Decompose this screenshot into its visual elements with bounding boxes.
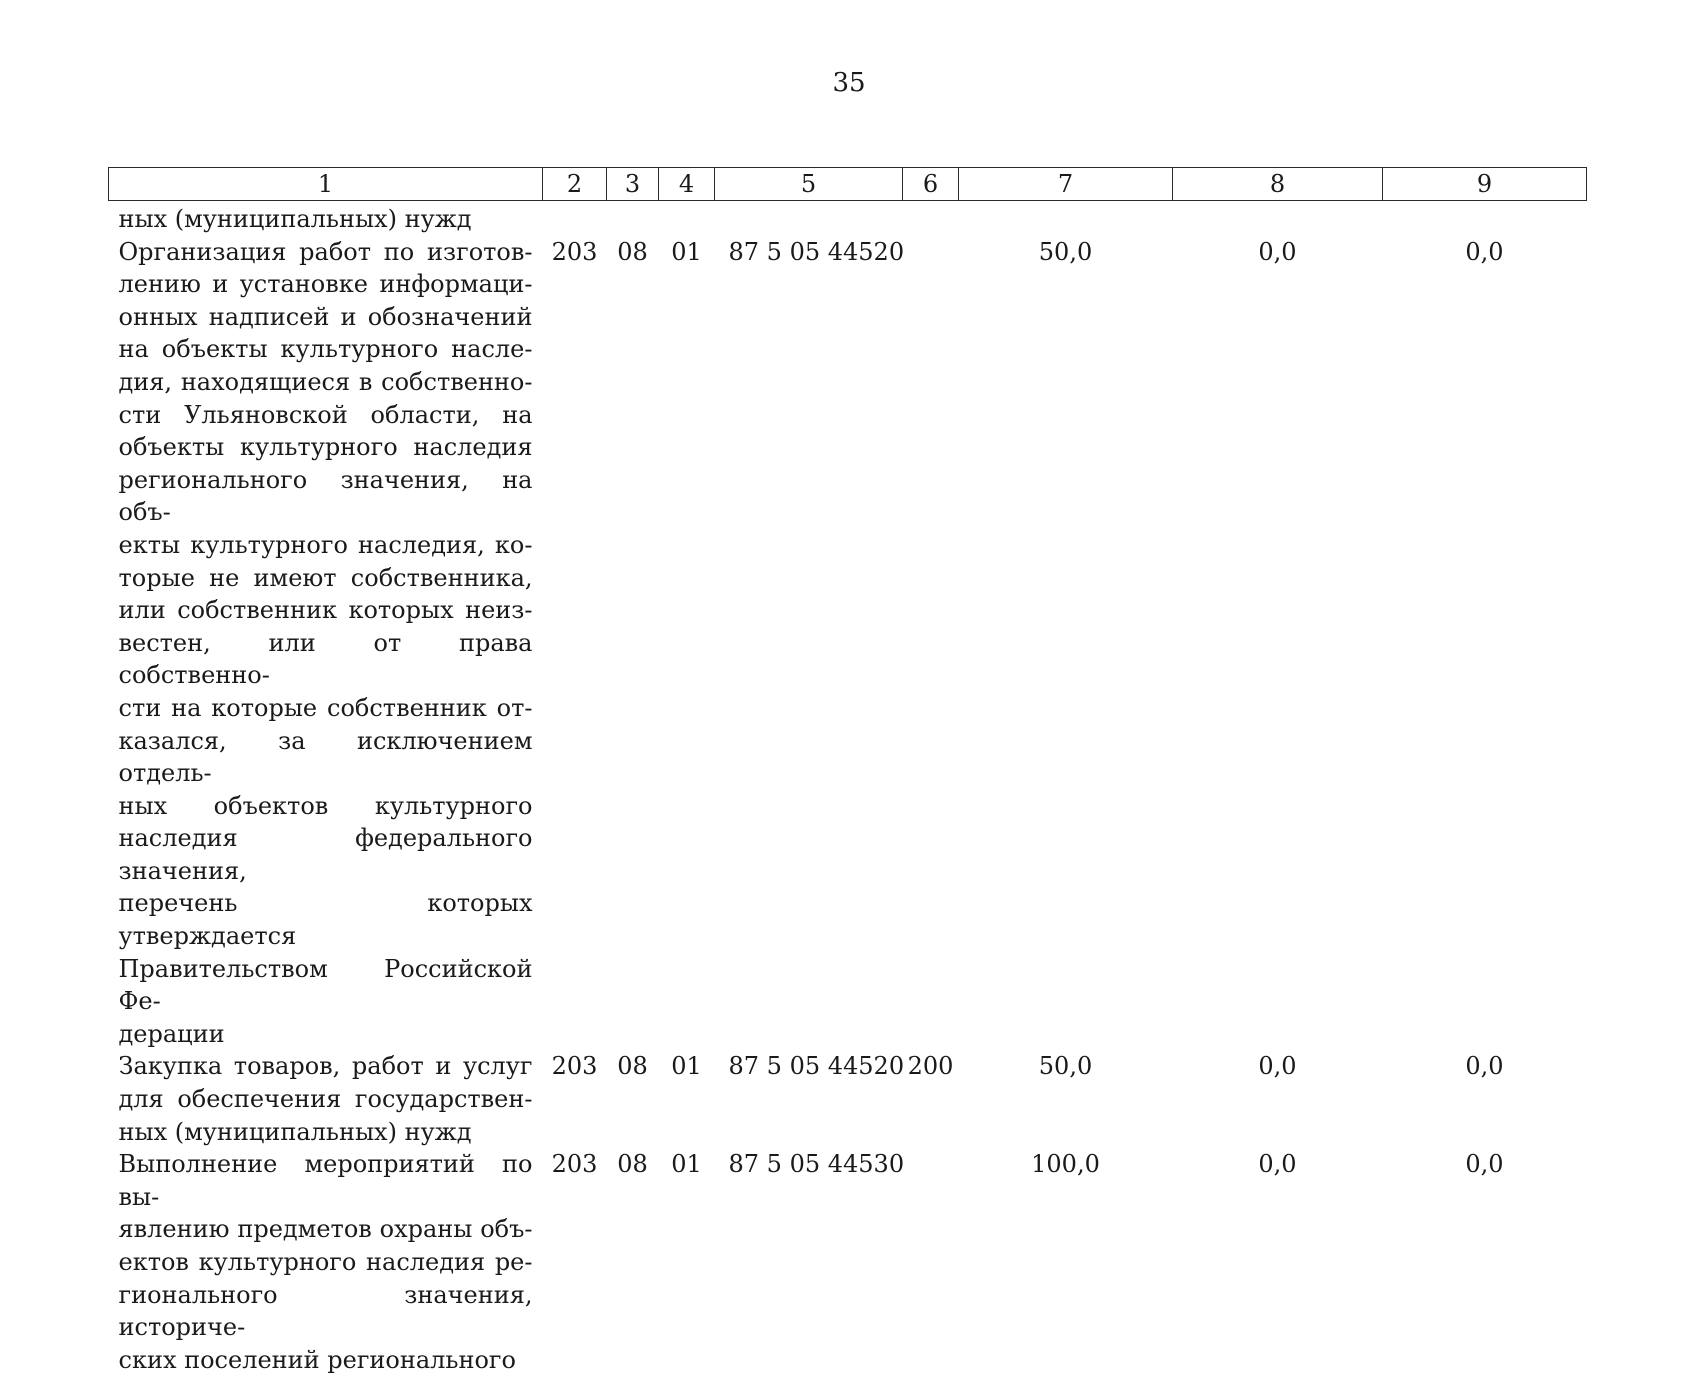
table-row (109, 1148, 1587, 1376)
amount-col-7 (959, 201, 1173, 236)
row-description (109, 1050, 543, 1148)
description-line: ных (муниципальных) нужд (119, 1116, 533, 1149)
description-line: онных надписей и обозначений (119, 301, 533, 334)
description-line: Организация работ по изготов- (119, 236, 533, 269)
column-header-8: 8 (1173, 168, 1383, 201)
description-line: лению и установке информаци- (119, 268, 533, 301)
description-line: вестен, или от права собственно- (119, 627, 533, 692)
section-code: 203 (543, 236, 607, 1051)
amount-col-8: 0,0 (1173, 1148, 1383, 1376)
amount-col-7: 100,0 (959, 1148, 1173, 1376)
table-row (109, 236, 1587, 1051)
description-line: гионального значения, историче- (119, 1279, 533, 1344)
description-line: или собственник которых неиз- (119, 594, 533, 627)
description-line: ектов культурного наследия ре- (119, 1246, 533, 1279)
description-line: дерации (119, 1018, 533, 1051)
chapter-code (607, 201, 659, 236)
description-line: сти Ульяновской области, на (119, 399, 533, 432)
subsection-code: 01 (659, 1050, 715, 1148)
budget-table (108, 167, 1587, 1376)
description-line: Правительством Российской Фе- (119, 953, 533, 1018)
description-line: казался, за исключением отдель- (119, 725, 533, 790)
chapter-code: 08 (607, 1148, 659, 1376)
description-line: явлению предметов охраны объ- (119, 1213, 533, 1246)
subsection-code: 01 (659, 1148, 715, 1376)
target-article-code (715, 201, 903, 236)
amount-col-8: 0,0 (1173, 1050, 1383, 1148)
column-header-3: 3 (607, 168, 659, 201)
table-row (109, 1050, 1587, 1148)
amount-col-9: 0,0 (1383, 1148, 1587, 1376)
description-line: Закупка товаров, работ и услуг (119, 1050, 533, 1083)
target-article-code: 87 5 05 44520 (715, 1050, 903, 1148)
expense-type-code (903, 236, 959, 1051)
target-article-code: 87 5 05 44520 (715, 236, 903, 1051)
amount-col-9: 0,0 (1383, 1050, 1587, 1148)
subsection-code: 01 (659, 236, 715, 1051)
subsection-code (659, 201, 715, 236)
description-line: торые не имеют собственника, (119, 562, 533, 595)
amount-col-9 (1383, 201, 1587, 236)
amount-col-8 (1173, 201, 1383, 236)
description-line: дия, находящиеся в собственно- (119, 366, 533, 399)
section-code: 203 (543, 1148, 607, 1376)
expense-type-code (903, 201, 959, 236)
description-line: наследия федерального значения, (119, 822, 533, 887)
description-line: сти на которые собственник от- (119, 692, 533, 725)
chapter-code: 08 (607, 236, 659, 1051)
description-line: екты культурного наследия, ко- (119, 529, 533, 562)
description-line: для обеспечения государствен- (119, 1083, 533, 1116)
column-header-1: 1 (109, 168, 543, 201)
description-line: объекты культурного наследия (119, 431, 533, 464)
target-article-code: 87 5 05 44530 (715, 1148, 903, 1376)
column-header-7: 7 (959, 168, 1173, 201)
description-line: регионального значения, на объ- (119, 464, 533, 529)
section-code (543, 201, 607, 236)
chapter-code: 08 (607, 1050, 659, 1148)
column-header-5: 5 (715, 168, 903, 201)
amount-col-8: 0,0 (1173, 236, 1383, 1051)
row-description (109, 236, 543, 1051)
row-description (109, 1148, 543, 1376)
column-header-4: 4 (659, 168, 715, 201)
header-row (109, 168, 1587, 201)
table-row (109, 201, 1587, 236)
row-description (109, 201, 543, 236)
table-header (109, 168, 1587, 201)
column-header-6: 6 (903, 168, 959, 201)
page-number: 35 (0, 68, 1698, 98)
description-line: ных (муниципальных) нужд (119, 203, 533, 236)
description-line: ных объектов культурного (119, 790, 533, 823)
section-code: 203 (543, 1050, 607, 1148)
description-line: ских поселений регионального (119, 1344, 533, 1376)
amount-col-7: 50,0 (959, 236, 1173, 1051)
description-line: Выполнение мероприятий по вы- (119, 1148, 533, 1213)
expense-type-code (903, 1148, 959, 1376)
amount-col-9: 0,0 (1383, 236, 1587, 1051)
column-header-9: 9 (1383, 168, 1587, 201)
description-line: перечень которых утверждается (119, 887, 533, 952)
column-header-2: 2 (543, 168, 607, 201)
description-line: на объекты культурного насле- (119, 333, 533, 366)
expense-type-code: 200 (903, 1050, 959, 1148)
amount-col-7: 50,0 (959, 1050, 1173, 1148)
